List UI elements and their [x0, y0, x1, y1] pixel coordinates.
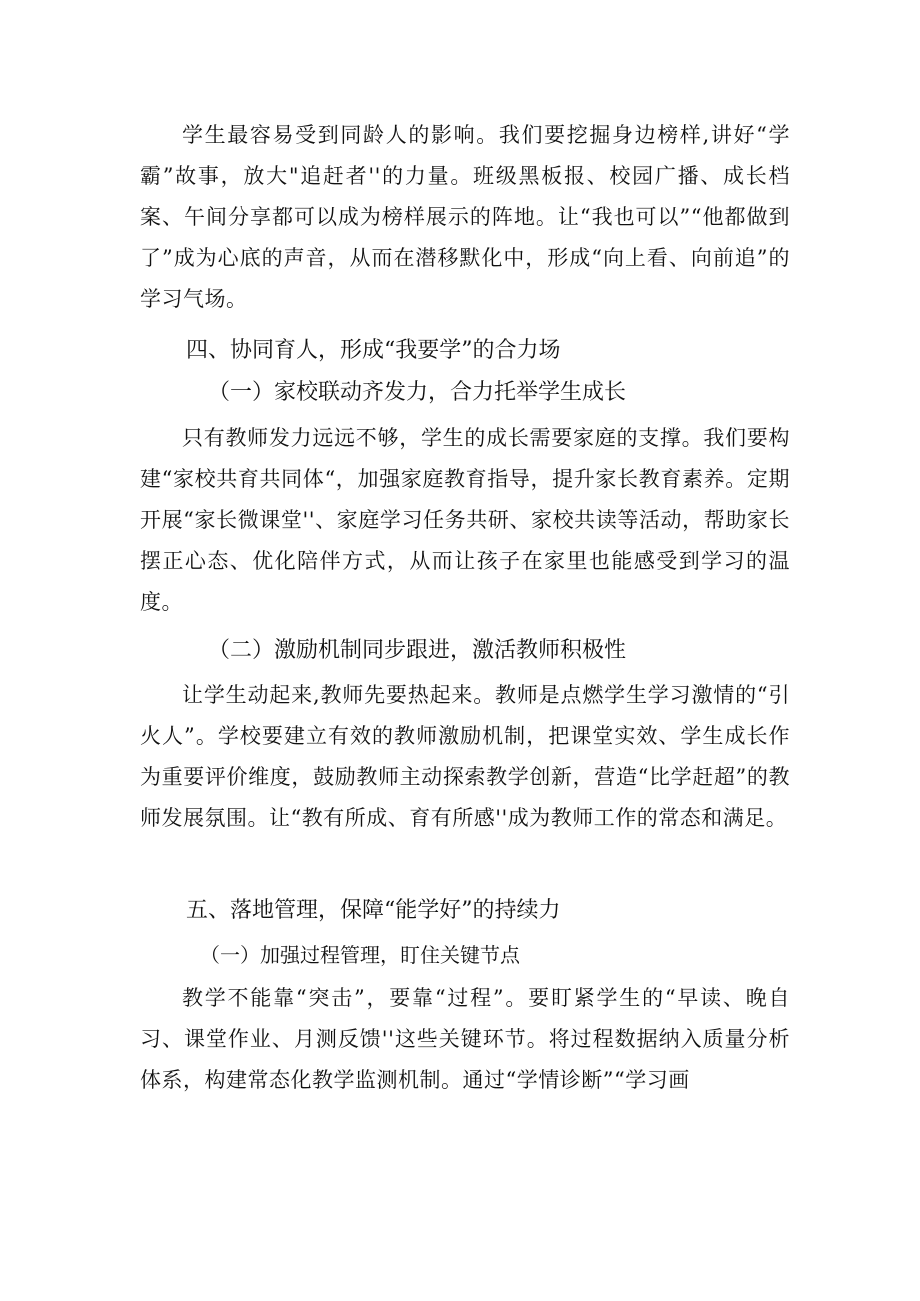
section-heading-5: 五、落地管理，保障“能学好”的持续力 — [186, 898, 561, 923]
paragraph-teacher-incentive: 让学生动起来,教师先要热起来。教师是点燃学生学习激情的“引火人”。学校要建立有效的教师激励机制，把课堂实效、学生成长作为重要评价维度，鼓励教师主动探索教学创新，营造“比学赶超”的教师发展氛围。让“教有所成、育有所感''成为教师工作的常态和满足。 — [140, 683, 790, 830]
section-heading-4: 四、协同育人，形成“我要学”的合力场 — [186, 338, 561, 363]
subsection-heading-4-2: （二）激励机制同步跟进，激活教师积极性 — [208, 638, 627, 663]
paragraph-home-school: 只有教师发力远远不够，学生的成长需要家庭的支撑。我们要构建“家校共育共同体“，加强家庭教育指导，提升家长教育素养。定期开展“家长微课堂''、家庭学习任务共研、家校共读等活动，帮助家长摆正心态、优化陪伴方式，从而让孩子在家里也能感受到学习的温度。 — [140, 426, 790, 614]
paragraph-process-management: 教学不能靠“突击”，要靠“过程”。要盯紧学生的“早读、晚自习、课堂作业、月测反馈''这些关键环节。将过程数据纳入质量分析体系，构建常态化教学监测机制。通过“学情诊断”“学习画 — [140, 986, 790, 1092]
subsection-heading-4-1: （一）家校联动齐发力，合力托举学生成长 — [208, 380, 627, 405]
paragraph-role-models: 学生最容易受到同龄人的影响。我们要挖掘身边榜样,讲好“学霸”故事，放大"追赶者''的力量。班级黑板报、校园广播、成长档案、午间分享都可以成为榜样展示的阵地。让“我也可以”“他都做到了”成为心底的声音，从而在潜移默化中，形成“向上看、向前追”的学习气场。 — [140, 123, 790, 311]
subsection-heading-5-1: （一）加强过程管理，盯住关键节点 — [200, 943, 520, 967]
